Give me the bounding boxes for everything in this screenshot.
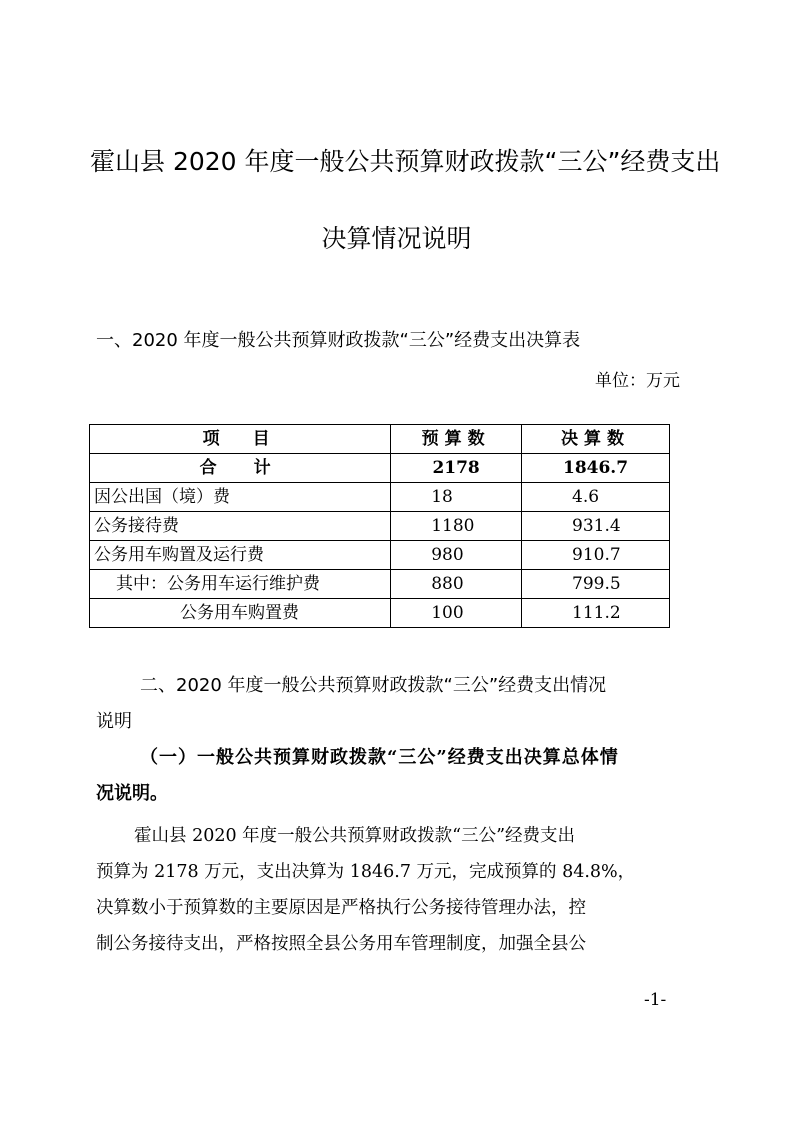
row-budget: 1180 bbox=[391, 512, 522, 541]
section-1-heading: 一、2020 年度一般公共预算财政拨款“三公”经费支出决算表 bbox=[96, 330, 581, 351]
subsection-1-heading-line-1: （一）一般公共预算财政拨款“三公”经费支出决算总体情 bbox=[140, 747, 619, 768]
total-final: 1846.7 bbox=[522, 454, 670, 483]
body-paragraph bbox=[96, 818, 686, 962]
header-item: 项 目 bbox=[90, 425, 391, 454]
row-label: 公务用车购置及运行费 bbox=[90, 541, 391, 570]
row-budget: 18 bbox=[391, 483, 522, 512]
table-header-row bbox=[90, 425, 670, 454]
subsection-1-heading bbox=[96, 740, 686, 812]
table-row bbox=[90, 483, 670, 512]
row-final: 910.7 bbox=[522, 541, 670, 570]
total-budget: 2178 bbox=[391, 454, 522, 483]
unit-label: 单位：万元 bbox=[595, 371, 680, 391]
document-title-line-2: 决算情况说明 bbox=[321, 224, 472, 253]
body-line: 制公务接待支出，严格按照全县公务用车管理制度，加强全县公 bbox=[96, 934, 586, 954]
page-number: -1- bbox=[644, 990, 667, 1010]
table-row bbox=[90, 512, 670, 541]
row-label: 公务接待费 bbox=[90, 512, 391, 541]
table-row bbox=[90, 570, 670, 599]
header-final: 决算数 bbox=[522, 425, 670, 454]
table-total-row bbox=[90, 454, 670, 483]
row-final: 4.6 bbox=[522, 483, 670, 512]
body-line: 霍山县 2020 年度一般公共预算财政拨款“三公”经费支出 bbox=[134, 826, 576, 846]
table-row bbox=[90, 541, 670, 570]
table-row bbox=[90, 599, 670, 628]
document-title-line-1: 霍山县 2020 年度一般公共预算财政拨款“三公”经费支出 bbox=[90, 147, 721, 176]
section-2-heading-line-2: 说明 bbox=[96, 711, 132, 732]
row-budget: 100 bbox=[391, 599, 522, 628]
subsection-1-heading-line-2: 况说明。 bbox=[96, 783, 168, 804]
row-label: 公务用车购置费 bbox=[90, 599, 391, 628]
header-budget: 预算数 bbox=[391, 425, 522, 454]
section-2-heading-line-1: 二、2020 年度一般公共预算财政拨款“三公”经费支出情况 bbox=[140, 675, 607, 696]
expenditure-table bbox=[89, 424, 670, 628]
body-line: 预算为 2178 万元，支出决算为 1846.7 万元，完成预算的 84.8%， bbox=[96, 862, 636, 882]
row-final: 111.2 bbox=[522, 599, 670, 628]
row-budget: 880 bbox=[391, 570, 522, 599]
total-label: 合 计 bbox=[90, 454, 391, 483]
section-2-heading bbox=[96, 668, 686, 740]
row-final: 931.4 bbox=[522, 512, 670, 541]
row-budget: 980 bbox=[391, 541, 522, 570]
row-label: 因公出国（境）费 bbox=[90, 483, 391, 512]
body-line: 决算数小于预算数的主要原因是严格执行公务接待管理办法，控 bbox=[96, 898, 586, 918]
row-final: 799.5 bbox=[522, 570, 670, 599]
row-label: 其中：公务用车运行维护费 bbox=[90, 570, 391, 599]
